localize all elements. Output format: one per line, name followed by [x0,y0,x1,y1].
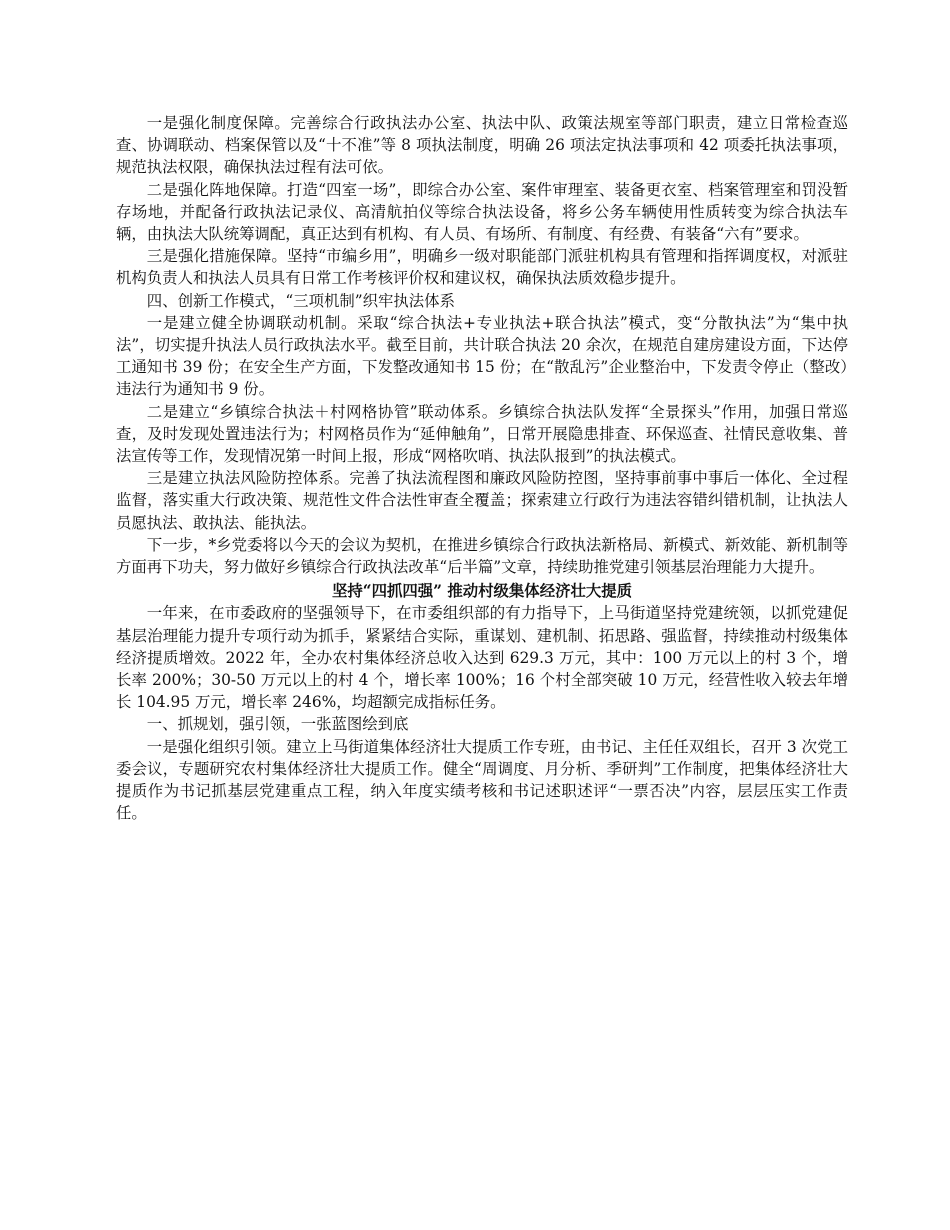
subheading-work-mode: 四、创新工作模式，“三项机制”织牢执法体系 [146,291,455,310]
paragraph-grid-linkage: 二是建立“乡镇综合执法＋村网格协管”联动体系。乡镇综合执法队发挥“全景探头”作用，加强日常巡查，及时发现处置违法行为；村网格员作为“延伸触角”，日常开展隐患排查、环保巡查、社情民意收集、普法宣传等工作，发现情况第一时间上报，形成“网格吹哨、执法队报到”的执法模式。 [116,402,848,466]
paragraph-system-guarantee: 一是强化制度保障。完善综合行政执法办公室、执法中队、政策法规室等部门职责，建立日常检查巡查、协调联动、档案保管以及“十不准”等 8 项执法制度，明确 26 项法定执法事项和 42 项委托执法事项，规范执法权限，确保执法过程有法可依。 [116,114,848,177]
paragraph-risk-control: 三是建立执法风险防控体系。完善了执法流程图和廉政风险防控图，坚持事前事中事后一体化、全过程监督，落实重大行政决策、规范性文件合法性审查全覆盖；探索建立行政行为违法容错纠错机制，让执法人员愿执法、敢执法、能执法。 [116,469,848,532]
paragraph-coordination-mechanism: 一是建立健全协调联动机制。采取“综合执法+专业执法+联合执法”模式，变“分散执法”为“集中执法”，切实提升执法人员行政执法水平。截至目前，共计联合执法 20 余次，在规范自建房建设方面，下达停工通知书 39 份；在安全生产方面，下发整改通知书 15 份；在“散乱污”企业整治中，下发责令停止（整改）违法行为通知书 9 份。 [116,313,848,399]
paragraph-organization-lead: 一是强化组织引领。建立上马街道集体经济壮大提质工作专班，由书记、主任任双组长，召开 3 次党工委会议，专题研究农村集体经济壮大提质工作。健全“周调度、月分析、季研判”工作制度，把集体经济壮大提质作为书记抓基层党建重点工程，纳入年度实绩考核和书记述职述评“一票否决”内容，层层压实工作责任。 [116,737,848,823]
paragraph-venue-guarantee: 二是强化阵地保障。打造“四室一场”，即综合办公室、案件审理室、装备更衣室、档案管理室和罚没暂存场地，并配备行政执法记录仪、高清航拍仪等综合执法设备，将乡公务车辆使用性质转变为综合执法车辆，由执法大队统筹调配，真正达到有机构、有人员、有场所、有制度、有经费、有装备“六有”要求。 [116,180,848,244]
paragraph-next-step: 下一步，*乡党委将以今天的会议为契机，在推进乡镇综合行政执法新格局、新模式、新效能、新机制等方面再下功夫，努力做好乡镇综合行政执法改革“后半篇”文章，持续助推党建引领基层治理能力大提升。 [116,535,848,577]
subheading-planning: 一、抓规划，强引领，一张蓝图绘到底 [146,715,409,734]
document-page [116,112,848,825]
paragraph-overview: 一年来，在市委政府的坚强领导下，在市委组织部的有力指导下，上马街道坚持党建统领，以抓党建促基层治理能力提升专项行动为抓手，紧紧结合实际，重谋划、建机制、拓思路、强监督，持续推动村级集体经济提质增效。2022 年，全办农村集体经济总收入达到 629.3 万元，其中：100 万元以上的村 3 个，增长率 200%；30-50 万元以上的村 4 个，增长率 100%；16 个村全部突破 10 万元，经营性收入较去年增长 104.95 万元，增长率 246%，均超额完成指标任务。 [116,604,848,712]
section-title: 坚持“四抓四强” 推动村级集体经济壮大提质 [331,582,633,601]
paragraph-measure-guarantee: 三是强化措施保障。坚持“市编乡用”，明确乡一级对职能部门派驻机构具有管理和指挥调度权，对派驻机构负责人和执法人员具有日常工作考核评价权和建议权，确保执法质效稳步提升。 [116,247,848,288]
